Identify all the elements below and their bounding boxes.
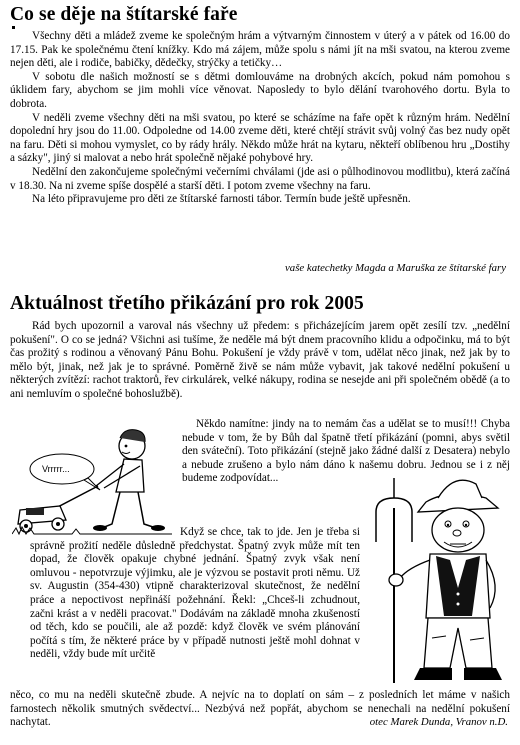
article-intro	[10, 320, 510, 402]
article-body	[10, 30, 510, 207]
paragraph: Když se chce, tak to jde. Jen je třeba si správně prožití neděle důsledně předchystat. Špatný zvyk může mít ten dopad, že člověk opakuje chybné jednání. Špatný zvyk však není omluvou - nepotvrzuje výjimku, ale je výzvou se postavit proti němu. Už sv. Augustin (354-430) vtipně charakterizoval skutečnost, že nedělní práce a nepoctivost nepřináší požehnání. Řekl: „Chceš-li zchudnout, začni krást a v neděli pracovat." Dodávám na základě mnoha zkušeností od těch, kdo se poučili, ale až pozdě: když člověk ve svém plánování počítá s tím, že některé práce by v případě nutnosti ještě mohl dohnat v neděli, vždy bude mít určitě	[30, 526, 360, 661]
paragraph: Na léto připravujeme pro děti ze štítarské farnosti tábor. Termín bude ještě upřesněn.	[32, 193, 411, 206]
article-column-text	[30, 526, 360, 662]
article-title: Co se děje na štítarské faře	[10, 4, 238, 25]
farmer-illustration	[366, 468, 514, 686]
paragraph: Někdo namítne: jindy na to nemám čas a udělat se to musí!!! Chyba nebude v tom, že by Bůh dal špatně třetí přikázání (pomni, abys světil den sváteční). Toto přikázání (stejně jako žádné další z Desatera) nebylo a nebude zrušeno a bylo nám dáno k našemu dobru. Jednou se i z něj budeme zodpovídat...	[182, 418, 510, 485]
paragraph: Nedělní den zakončujeme společnými večerními chválami (jde asi o půlhodinovou modlitbu), která začíná v 18.30. Na ni zveme spíše dospělé a starší děti. I potom zveme všechny na faru.	[10, 165, 510, 192]
article-title: Aktuálnost třetího přikázání pro rok 2005	[10, 293, 364, 314]
signature: otec Marek Dunda, Vranov n.D.	[369, 716, 508, 728]
paragraph: Všechny děti a mládež zveme ke společným hrám a výtvarným činnostem v úterý a v pátek od 16.00 do 17.15. Pak ke společnému čtení knížky. Kdo má zájem, může spolu s námi jít na mši svatou, na kterou zveme nejen děti, ale i rodiče, babičky, dědečky, strýčky a tetičky…	[10, 30, 510, 70]
paragraph: něco, co mu na neděli skutečně zbude. A nejvíc na to doplatí on sám – z posledních let máme v našich farnostech několik smutných svědectví... Nezbývá než popřát, abychom se nenechali na nedělní pokušení nachytat.	[10, 689, 510, 729]
lawnmower-illustration	[12, 424, 177, 542]
signature: vaše katechetky Magda a Maruška ze štítarské fary	[285, 262, 506, 274]
speech-text: Vrrrrr...	[42, 464, 70, 474]
bullet-mark	[12, 26, 15, 29]
paragraph: V neděli zveme všechny děti na mši svatou, po které se scházíme na faře opět k různým hrám. Nedělní dopolední hry jsou do 11.00. Odpoledne od 14.00 zveme děti, které chtějí strávit svůj volný čas bez nudy opět na faru. Děti si mohou vymyslet, co by rády hrály. Někdo může hrát na kytaru, někteří oblíbenou hru „Dostihy a sázky", jiný si malovat a nebo hrát společně nějaké pohybové hry.	[10, 111, 510, 165]
paragraph: V sobotu dle našich možností se s dětmi domlouváme na drobných akcích, pokud nám pomohou s úklidem fary, abychom se jim mohli více věnovat. Naposledy to bylo dělání tvarohového dortu. Byla to dobrota.	[10, 70, 510, 110]
paragraph: Rád bych upozornil a varoval nás všechny už předem: s přicházejícím jarem opět zesílí tzv. „nedělní pokušení". O co se jedná? Všichni asi tušíme, že neděle má být dnem pracovního klidu a odpočinku, má to být čas prožitý s rodinou a věnovaný Pánu Bohu. Pokušení je vždy právě v tom, udělat něco jinak, než jak by to mělo být, jinak, než jak je to správné. Poměrně živě se nám může vybavit, jak takové nedělní pokušení u některých zvítězí: rachot traktorů, řev cirkulárek, velké nákupy, rodina se nesejde ani při společném obědě (a to ani nemluvím o společné bohoslužbě).	[10, 320, 510, 400]
